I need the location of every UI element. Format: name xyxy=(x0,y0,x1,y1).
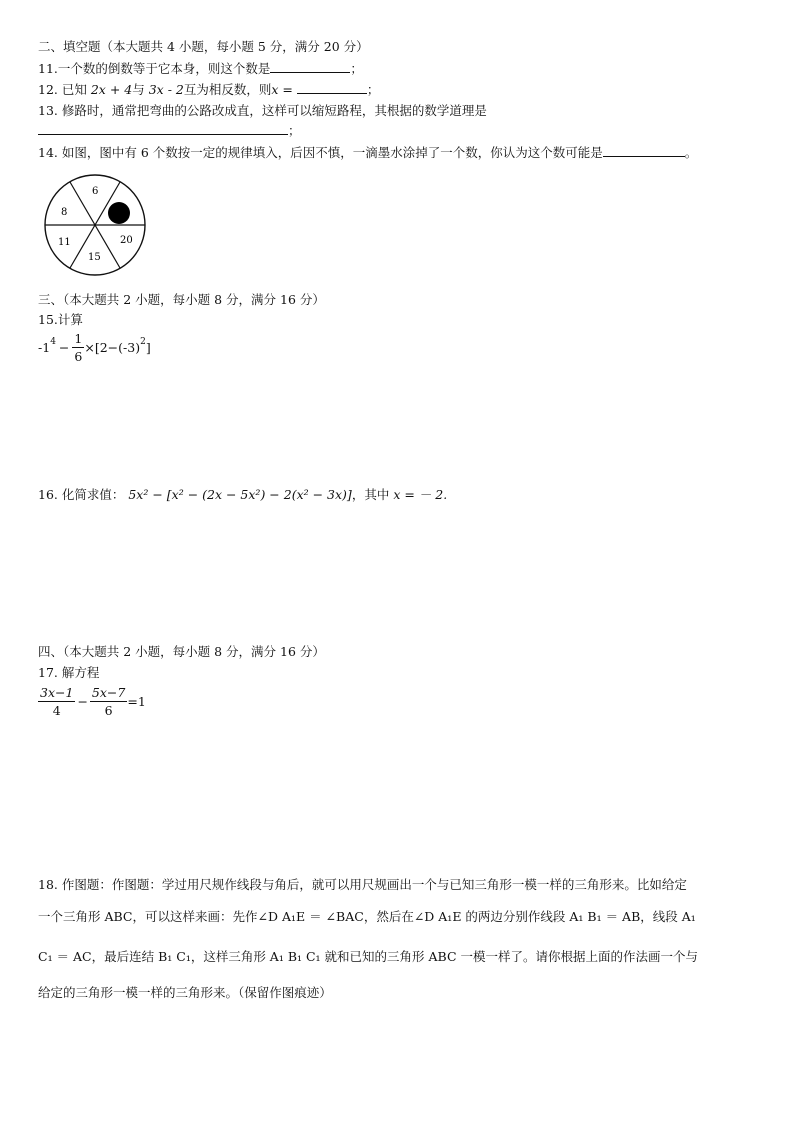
answer-blank-13[interactable] xyxy=(38,122,288,135)
q16-pre: 16. 化简求值： xyxy=(38,487,125,502)
question-12-end: ； xyxy=(366,82,380,97)
q15-frac-den: 6 xyxy=(74,349,83,364)
q17-frac2-num: 5x−7 xyxy=(91,685,126,700)
question-18-line-3: C₁ ＝ AC，最后连结 B₁ C₁，这样三角形 A₁ B₁ C₁ 就和已知的三角形 ABC 一模一样了。请你根据上面的作法画一个与 xyxy=(38,949,698,964)
wheel-number-left-lower: 11 xyxy=(58,237,71,248)
wheel-number-left-upper: 8 xyxy=(61,207,68,218)
q17-fraction-2 xyxy=(90,684,127,719)
question-14-text: 14. 如图，图中有 6 个数按一定的规律填入，后因不慎，一滴墨水涂掉了一个数，你认为这个数可能是 xyxy=(38,145,603,160)
question-12-expr1: 2x + 4 xyxy=(90,82,133,97)
question-12-mid: 与 xyxy=(132,82,145,97)
question-14-end: 。 xyxy=(684,145,698,160)
q16-expression: 5x² − [x² − (2x − 5x²) − 2(x² − 3x)] xyxy=(128,487,352,502)
number-wheel-figure xyxy=(40,172,152,280)
question-18-line-1: 18. 作图题：作图题：学过用尺规作线段与角后，就可以用尺规画出一个与已知三角形一模一样的三角形来。比如给定 xyxy=(38,877,687,892)
question-17-title: 17. 解方程 xyxy=(38,665,100,680)
q15-close: ] xyxy=(145,339,151,355)
question-16 xyxy=(38,486,447,504)
question-18-line-2: 一个三角形 ABC，可以这样来画：先作∠D A₁E ＝ ∠BAC，然后在∠D A₁E 的两边分别作线段 A₁ B₁ ＝ AB，线段 A₁ xyxy=(38,909,696,924)
question-12-expr2: 3x - 2 xyxy=(148,82,184,97)
ink-blot xyxy=(108,202,130,224)
q16-post: ，其中 xyxy=(351,487,390,502)
question-11 xyxy=(38,60,363,78)
q17-frac2-den: 6 xyxy=(104,703,113,718)
question-13: 13. 修路时，通常把弯曲的公路改成直，这样可以缩短路程，其根据的数学道理是 xyxy=(38,103,487,118)
q15-frac-num: 1 xyxy=(74,331,83,346)
q17-rhs: =1 xyxy=(127,693,146,709)
question-15-title: 15.计算 xyxy=(38,312,83,327)
q17-minus: − xyxy=(77,693,88,709)
question-13-end: ； xyxy=(288,123,301,138)
wheel-number-right-lower: 20 xyxy=(120,235,133,246)
section-2-heading: 二、填空题（本大题共 4 小题，每小题 5 分，满分 20 分） xyxy=(38,39,369,54)
question-18-line-4: 给定的三角形一模一样的三角形来。（保留作图痕迹） xyxy=(38,985,332,1000)
q15-exp: 4 xyxy=(50,336,56,347)
question-14 xyxy=(38,144,697,162)
q15-exp2: 2 xyxy=(140,336,146,347)
question-13-answer-line xyxy=(38,122,301,140)
q17-frac1-den: 4 xyxy=(52,703,61,718)
section-3-heading: 三、（本大题共 2 小题，每小题 8 分，满分 16 分） xyxy=(38,292,325,307)
answer-blank-14[interactable] xyxy=(603,144,685,157)
question-11-end: ； xyxy=(350,61,363,76)
q16-condition: x = － 2. xyxy=(393,487,448,502)
q15-fraction xyxy=(72,330,84,365)
question-12-post: 互为相反数，则 xyxy=(183,82,272,97)
question-12-pre: 12. 已知 xyxy=(38,82,87,97)
question-15-expression xyxy=(38,330,151,365)
question-17-equation xyxy=(38,684,146,719)
question-11-text: 11.一个数的倒数等于它本身，则这个数是 xyxy=(38,61,271,76)
answer-blank-12[interactable] xyxy=(297,81,367,94)
wheel-number-bottom: 15 xyxy=(88,252,101,263)
wheel-number-top: 6 xyxy=(92,186,99,197)
question-12 xyxy=(38,81,379,99)
q17-frac1-num: 3x−1 xyxy=(40,685,74,700)
q15-minus: − xyxy=(58,339,70,355)
q15-term1: -1 xyxy=(38,339,51,355)
q15-bracket: ×[2−(-3) xyxy=(84,339,141,355)
q17-fraction-1 xyxy=(38,684,75,719)
answer-blank-11[interactable] xyxy=(270,60,350,73)
question-12-var: x = xyxy=(271,82,293,97)
section-4-heading: 四、（本大题共 2 小题，每小题 8 分，满分 16 分） xyxy=(38,644,325,659)
